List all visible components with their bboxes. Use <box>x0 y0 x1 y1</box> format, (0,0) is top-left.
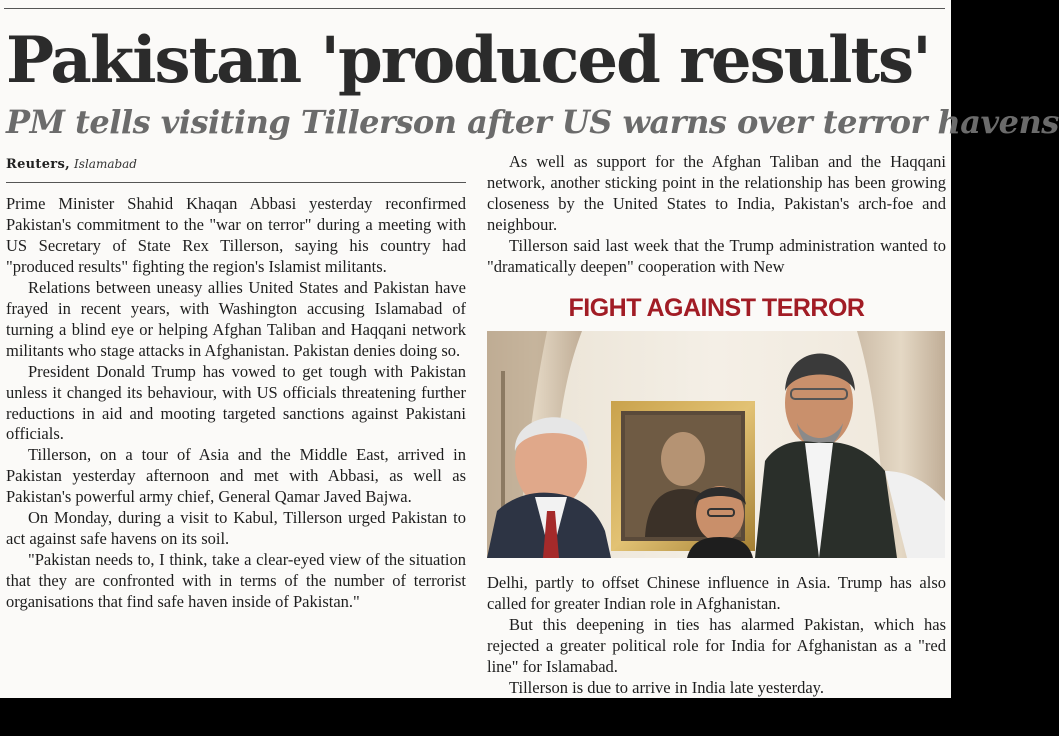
paragraph: But this deepening in ties has alarmed Pakistan, which has rejected a greater political role for India for Afghanistan as a "red line" for Islamabad. <box>487 614 946 676</box>
paragraph: Prime Minister Shahid Khaqan Abbasi yesterday reconfirmed Pakistan's commitment to the "war on terror" during a meeting with US Secretary of State Rex Tillerson, saying his country had "produced results" fighting the region's Islamist militants. <box>6 194 466 276</box>
paragraph: On Monday, during a visit to Kabul, Tillerson urged Pakistan to act against safe havens on its soil. <box>6 508 466 549</box>
paragraph: Tillerson is due to arrive in India late yesterday. <box>509 677 824 697</box>
photo-illustration <box>487 331 945 558</box>
right-column-bottom <box>487 573 946 699</box>
left-column <box>6 194 466 613</box>
paragraph: President Donald Trump has vowed to get tough with Pakistan unless it changed its behaviour, with US officials threatening further reductions in aid and mooting targeted sanctions against Pakistani officials. <box>6 361 466 444</box>
right-column-top <box>487 152 946 278</box>
paragraph: Delhi, partly to offset Chinese influence in Asia. Trump has also called for greater Indian role in Afghanistan. <box>487 573 946 613</box>
byline <box>6 154 137 174</box>
top-rule <box>4 8 945 9</box>
subheadline: PM tells visiting Tillerson after US warns over terror havens <box>6 103 1059 141</box>
byline-rule <box>6 182 466 183</box>
byline-location: Islamabad <box>74 157 137 171</box>
news-photo <box>487 331 945 558</box>
paragraph: As well as support for the Afghan Taliban and the Haqqani network, another sticking point in the relationship has been growing closeness by the United States to India, Pakistan's arch-foe and neighbour. <box>487 152 946 234</box>
paragraph: Tillerson, on a tour of Asia and the Middle East, arrived in Pakistan yesterday afternoon and met with Abbasi, as well as Pakistan's powerful army chief, General Qamar Javed Bajwa. <box>6 445 466 507</box>
paragraph: "Pakistan needs to, I think, take a clear-eyed view of the situation that they are confronted with in terms of the number of terrorist organisations that find safe haven inside of Pakistan." <box>6 550 466 612</box>
headline: Pakistan 'produced results' <box>6 23 930 98</box>
paragraph: Relations between uneasy allies United States and Pakistan have frayed in recent years, with Washington accusing Islamabad of turning a blind eye or helping Afghan Taliban and Haqqani network militants who stage attacks in Afghanistan. Pakistan denies doing so. <box>6 277 466 360</box>
section-label: FIGHT AGAINST TERROR <box>568 294 865 322</box>
byline-agency: Reuters, <box>6 157 70 172</box>
paragraph: Tillerson said last week that the Trump administration wanted to "dramatically deepen" cooperation with New <box>487 235 946 276</box>
